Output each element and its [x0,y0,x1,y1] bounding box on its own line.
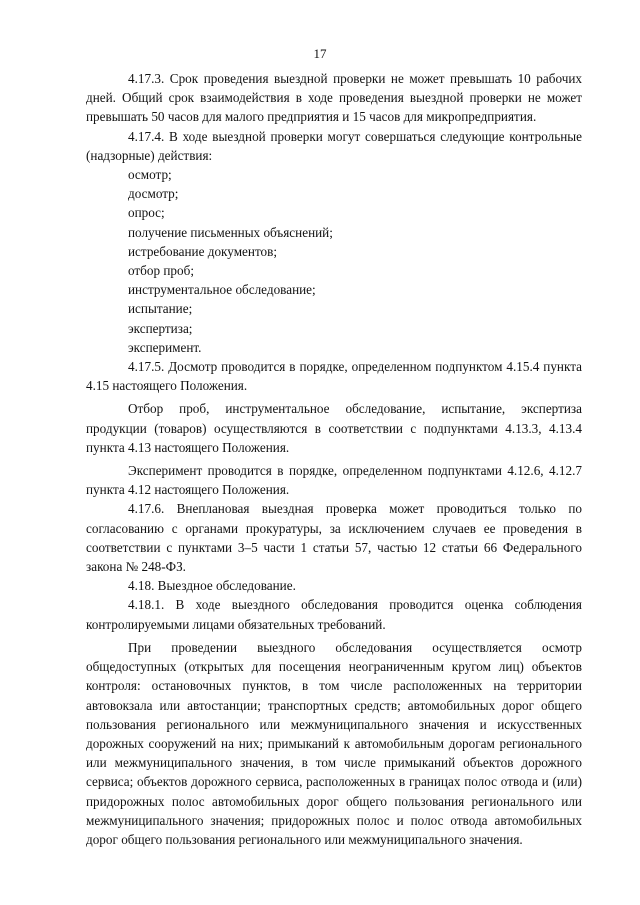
paragraph-4-17-4: 4.17.4. В ходе выездной проверки могут совершаться следующие контрольные (надзорные) действия: [86,128,582,163]
list-item: отбор проб; [128,263,194,279]
paragraph-4-17-5: 4.17.5. Досмотр проводится в порядке, определенном подпунктом 4.15.4 пункта 4.15 настоящего Положения. [86,359,582,394]
paragraph-4-17-6: 4.17.6. Внеплановая выездная проверка может проводиться только по согласованию с органами прокуратуры, за исключением случаев ее проведения в соответствии с пунктами 3–5 части 1 статьи 57, частью 12 статьи 66 Федерального закона № 248-ФЗ. [86,501,582,575]
paragraph-4-18-1: 4.18.1. В ходе выездного обследования проводится оценка соблюдения контролируемыми лицами обязательных требований. [86,597,582,632]
list-item: осмотр; [128,167,172,183]
paragraph-experiment: Эксперимент проводится в порядке, определенном подпунктами 4.12.6, 4.12.7 пункта 4.12 настоящего Положения. [86,463,582,498]
list-item: экспертиза; [128,320,193,336]
page-number: 17 [313,46,327,61]
list-item: опрос; [128,205,165,221]
paragraph-4-17-3: 4.17.3. Срок проведения выездной проверки не может превышать 10 рабочих дней. Общий срок взаимодействия в ходе проведения выездной проверки не может превышать 50 часов для малого предприятия и 15 часов для микропредприятия. [86,71,582,125]
list-item: эксперимент. [128,339,202,355]
list-item: получение письменных объяснений; [128,224,333,240]
list-item: досмотр; [128,186,179,202]
paragraph-4-18: 4.18. Выездное обследование. [128,578,296,594]
paragraph-inspection-objects: При проведении выездного обследования осуществляется осмотр общедоступных (открытых для посещения неограниченным кругом лиц) объектов контроля: остановочных пунктов, в том числе расположенных на территории автовокзала или автостанции; транспортных средств; автомобильных дорог общего пользования регионального или межмуниципального значения и искусственных дорожных сооружений на них; примыканий к автомобильным дорогам регионального или межмуниципального значения, в том числе примыканий объектов дорожного сервиса; объектов дорожного сервиса, расположенных в границах полос отвода и (или) придорожных полос автомобильных дорог общего пользования регионального или межмуниципального значения; придорожных полос и полос отвода автомобильных дорог общего пользования регионального или межмуниципального значения. [86,639,582,847]
list-item: испытание; [128,301,193,317]
document-body [86,69,582,849]
list-item: истребование документов; [128,243,278,259]
list-item: инструментальное обследование; [128,282,316,298]
actions-list [86,165,582,357]
paragraph-sampling: Отбор проб, инструментальное обследование, испытание, экспертиза продукции (товаров) осуществляются в соответствии с подпунктами 4.13.3, 4.13.4 пункта 4.13 настоящего Положения. [86,401,582,455]
